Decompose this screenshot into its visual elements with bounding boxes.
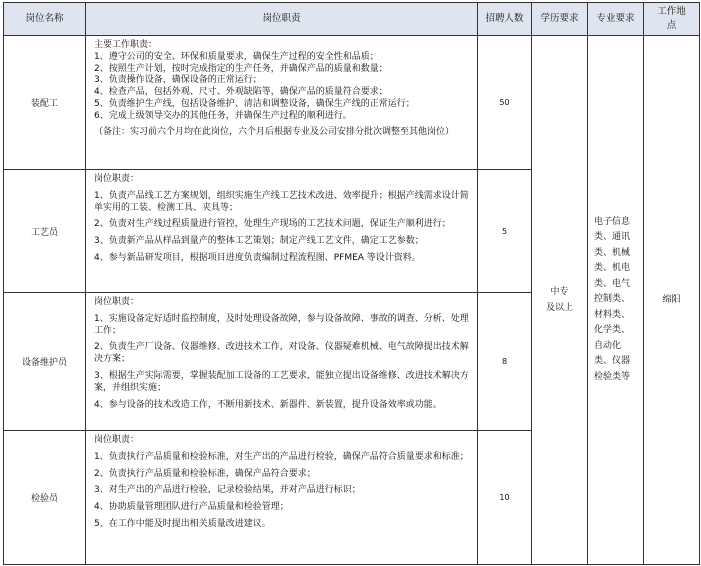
duties-cell <box>86 293 478 431</box>
major-line: 类、机电 <box>594 263 631 274</box>
duty-line: 5、在工作中能及时提出相关质量改进建议。 <box>94 518 271 529</box>
major-line: 类、通讯 <box>594 232 631 243</box>
education-cell <box>532 36 588 565</box>
duty-line: 3、负责新产品从样品到量产的整体工艺策划；制定产线工艺文件，确定工艺参数； <box>94 236 424 247</box>
duties-cell <box>86 170 478 293</box>
duties-cell <box>86 36 478 170</box>
duty-line: 2、负责对生产线过程质量进行管控，处理生产现场的工艺技术问题，保证生产顺利进行； <box>94 219 451 230</box>
duty-line: 1、实施设备定好适时监控制度，及时处理设备故障，参与设备故障、事故的调查、分析、处理工作； <box>94 313 469 336</box>
major-line: 自动化 <box>594 340 622 351</box>
duty-line: 主要工作职责： <box>94 40 158 50</box>
major-line: 类、仪器 <box>594 356 631 367</box>
major-line: 类、机械 <box>594 247 631 258</box>
duty-line: 3、根据生产实际需要，掌握装配加工设备的工艺要求，能独立提出设备维修、改进技术解决方案，并组织实施； <box>94 370 469 393</box>
duty-line: 岗位职责： <box>94 297 140 307</box>
duty-line: 岗位职责： <box>94 435 140 445</box>
header-location: 工作地点 <box>644 3 700 36</box>
duty-line: 6、完成上级领导交办的其他任务，并确保生产过程的顺利进行。 <box>94 110 352 121</box>
duty-line: 岗位职责： <box>94 174 140 184</box>
duties-cell <box>86 431 478 565</box>
position-name: 工艺员 <box>4 170 86 293</box>
major-line: 电子信息 <box>594 216 631 227</box>
major-line: 类、电气 <box>594 278 631 289</box>
major-line: 材料类、 <box>594 309 631 320</box>
duty-line: 3、负责操作设备，确保设备的正常运行； <box>94 75 262 86</box>
recruit-count: 10 <box>478 431 532 565</box>
duty-line: 4、参与设备的技术改造工作，不断用新技术、新器件、新装置，提升设备效率或功能。 <box>94 399 442 410</box>
position-name: 检验员 <box>4 431 86 565</box>
duty-line: 4、协助质量管理团队进行产品质量和检验管理； <box>94 502 289 513</box>
duty-line: 4、参与新品研发项目，根据项目进度负责编制过程流程图、PFMEA 等设计资料。 <box>94 252 421 263</box>
position-name: 设备维护员 <box>4 293 86 431</box>
duty-line: 1、负责执行产品质量和检验标准，对生产出的产品进行检验，确保产品符合质量要求和标准； <box>94 451 469 462</box>
major-line: 控制类、 <box>594 294 631 305</box>
header-major: 专业要求 <box>588 3 644 36</box>
duty-note: （备注：实习前六个月均在此岗位，六个月后根据专业及公司安排分批次调整至其他岗位） <box>94 126 455 137</box>
header-count: 招聘人数 <box>478 3 532 36</box>
position-name: 装配工 <box>4 36 86 170</box>
recruitment-table-container <box>3 2 699 563</box>
major-line: 检验类等 <box>594 371 631 382</box>
recruit-count: 50 <box>478 36 532 170</box>
duty-line: 4、检查产品，包括外观、尺寸、外观缺陷等，确保产品的质量符合要求； <box>94 87 388 98</box>
location-cell: 绵阳 <box>644 36 700 565</box>
major-cell <box>588 36 644 565</box>
recruit-count: 8 <box>478 293 532 431</box>
recruit-count: 5 <box>478 170 532 293</box>
duty-line: 2、负责执行产品质量和检验标准，确保产品符合要求； <box>94 468 316 479</box>
major-line: 化学类、 <box>594 325 631 336</box>
header-duties: 岗位职责 <box>86 3 478 36</box>
header-row <box>4 3 700 36</box>
duty-line: 5、负责维护生产线，包括设备维护、清洁和调整设备，确保生产线的正常运行； <box>94 98 415 109</box>
education-line: 及以上 <box>545 303 573 313</box>
duty-line: 1、负责产品线工艺方案规划，组织实施生产线工艺技术改进、效率提升；根据产线需求设计简单实用的工装、检测工具、夹具等； <box>94 190 469 213</box>
header-position: 岗位名称 <box>4 3 86 36</box>
duty-line: 1、遵守公司的安全、环保和质量要求，确保生产过程的安全性和品质； <box>94 51 379 62</box>
table-row <box>4 36 700 170</box>
duty-line: 3、对生产出的产品进行检验，记录检验结果，并对产品进行标识； <box>94 485 361 496</box>
education-line: 中专 <box>550 287 569 297</box>
duty-line: 2、负责生产厂设备、仪器维修、改进技术工作，对设备、仪器疑难机械、电气故障提出技术解决方案； <box>94 342 469 365</box>
header-education: 学历要求 <box>532 3 588 36</box>
recruitment-table <box>3 2 700 565</box>
duty-line: 2、按照生产计划，按时完成指定的生产任务，并确保产品的质量和数量； <box>94 63 388 74</box>
